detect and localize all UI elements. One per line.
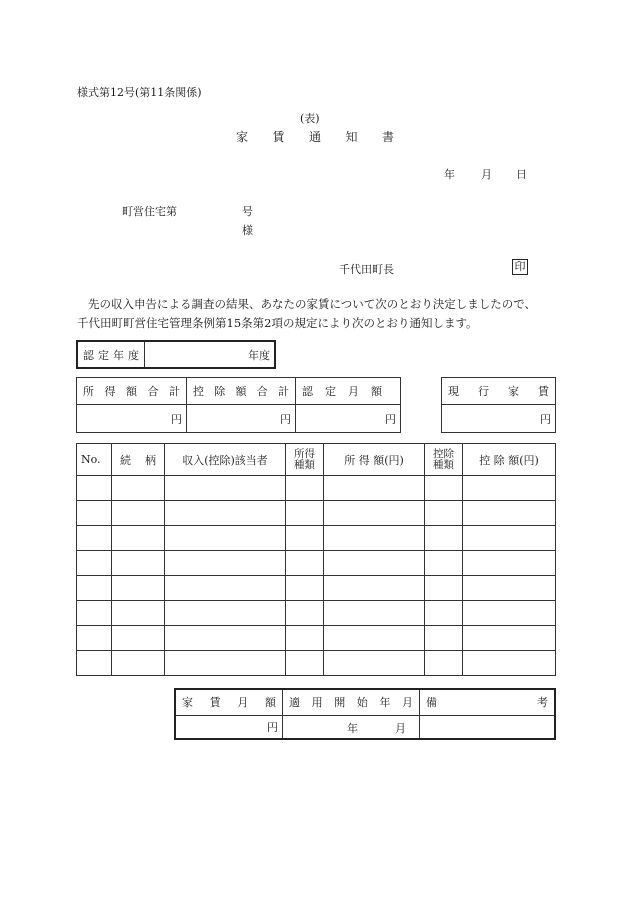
income-total-value[interactable]: 円 (77, 405, 187, 433)
form-number: 様式第12号(第11条関係) (77, 86, 202, 99)
table-row (77, 626, 556, 651)
remarks-value[interactable] (420, 715, 556, 739)
table-cell[interactable] (77, 526, 112, 551)
table-cell[interactable] (463, 651, 556, 676)
table-cell[interactable] (286, 501, 324, 526)
approved-rent-value[interactable]: 円 (296, 405, 401, 433)
table-row (77, 476, 556, 501)
deduction-amount-header: 控 除 額(円) (463, 444, 556, 476)
income-type-header: 所得 種類 (286, 444, 324, 476)
table-cell[interactable] (324, 551, 425, 576)
table-cell[interactable] (77, 551, 112, 576)
remarks-header: 備 考 (420, 689, 556, 715)
table-cell[interactable] (425, 551, 463, 576)
table-cell[interactable] (425, 576, 463, 601)
nintei-year-table (76, 340, 276, 369)
table-cell[interactable] (77, 651, 112, 676)
table-cell[interactable] (77, 626, 112, 651)
table-row (77, 501, 556, 526)
nintei-year-value[interactable]: 年度 (248, 348, 270, 362)
table-cell[interactable] (112, 601, 165, 626)
table-cell[interactable] (112, 576, 165, 601)
document-title: 家 賃 通 知 書 (236, 130, 394, 144)
table-row (77, 601, 556, 626)
body-line-1: 先の収入申告による調査の結果、あなたの家賃について次のとおり決定しましたので、 (88, 297, 537, 311)
table-cell[interactable] (112, 626, 165, 651)
date-month: 月 (481, 168, 492, 181)
no-header: No. (77, 444, 112, 476)
addressee-number-suffix: 号 (242, 205, 253, 218)
table-row (77, 576, 556, 601)
table-cell[interactable] (286, 601, 324, 626)
date-day: 日 (516, 168, 527, 181)
table-cell[interactable] (463, 601, 556, 626)
table-cell[interactable] (112, 551, 165, 576)
monthly-rent-header: 家 賃 月 額 (175, 689, 283, 715)
deduction-type-header: 控除 種類 (425, 444, 463, 476)
monthly-rent-value[interactable]: 円 (175, 715, 283, 739)
table-cell[interactable] (463, 576, 556, 601)
table-cell[interactable] (286, 476, 324, 501)
table-cell[interactable] (165, 601, 286, 626)
deduction-total-value[interactable]: 円 (187, 405, 296, 433)
table-cell[interactable] (324, 526, 425, 551)
table-cell[interactable] (425, 526, 463, 551)
current-rent-table (441, 377, 556, 433)
side-label: (表) (300, 112, 320, 125)
person-header: 収入(控除)該当者 (165, 444, 286, 476)
addressee-honorific: 様 (242, 224, 253, 237)
table-cell[interactable] (112, 526, 165, 551)
table-cell[interactable] (165, 651, 286, 676)
summary-table (76, 377, 401, 433)
table-cell[interactable] (425, 501, 463, 526)
table-row (77, 551, 556, 576)
table-cell[interactable] (463, 626, 556, 651)
rent-application-table (174, 688, 556, 740)
table-cell[interactable] (112, 501, 165, 526)
table-cell[interactable] (77, 476, 112, 501)
table-cell[interactable] (165, 501, 286, 526)
table-cell[interactable] (425, 476, 463, 501)
table-cell[interactable] (112, 651, 165, 676)
deduction-total-header: 控 除 額 合 計 (187, 378, 296, 405)
table-cell[interactable] (286, 526, 324, 551)
nintei-year-label: 認 定 年 度 (77, 341, 145, 368)
table-cell[interactable] (324, 476, 425, 501)
date-year: 年 (444, 168, 455, 181)
start-month-header: 適 用 開 始 年 月 (283, 689, 420, 715)
detail-table (76, 443, 556, 676)
issuer-name: 千代田町長 (339, 263, 394, 276)
seal-mark: 印 (512, 259, 528, 275)
table-cell[interactable] (324, 601, 425, 626)
table-cell[interactable] (324, 576, 425, 601)
table-cell[interactable] (112, 476, 165, 501)
table-cell[interactable] (324, 501, 425, 526)
table-cell[interactable] (286, 551, 324, 576)
table-cell[interactable] (165, 626, 286, 651)
table-cell[interactable] (324, 651, 425, 676)
table-cell[interactable] (286, 651, 324, 676)
table-row (77, 651, 556, 676)
table-cell[interactable] (77, 576, 112, 601)
table-cell[interactable] (286, 576, 324, 601)
table-cell[interactable] (165, 476, 286, 501)
body-line-2: 千代田町町営住宅管理条例第15条第2項の規定により次のとおり通知します。 (77, 316, 478, 330)
table-cell[interactable] (165, 526, 286, 551)
table-cell[interactable] (286, 626, 324, 651)
table-cell[interactable] (425, 651, 463, 676)
addressee-prefix: 町営住宅第 (122, 205, 177, 218)
current-rent-value[interactable]: 円 (442, 405, 556, 433)
approved-rent-header: 認 定 月 額 (296, 378, 401, 405)
table-cell[interactable] (165, 551, 286, 576)
table-cell[interactable] (463, 501, 556, 526)
table-cell[interactable] (324, 626, 425, 651)
table-row (77, 526, 556, 551)
table-cell[interactable] (425, 601, 463, 626)
income-total-header: 所 得 額 合 計 (77, 378, 187, 405)
relation-header: 続 柄 (112, 444, 165, 476)
income-amount-header: 所 得 額(円) (324, 444, 425, 476)
table-cell[interactable] (463, 526, 556, 551)
table-cell[interactable] (77, 601, 112, 626)
table-cell[interactable] (165, 576, 286, 601)
table-cell[interactable] (77, 501, 112, 526)
current-rent-header: 現 行 家 賃 (442, 378, 556, 405)
table-cell[interactable] (463, 551, 556, 576)
table-cell[interactable] (425, 626, 463, 651)
table-cell[interactable] (463, 476, 556, 501)
start-month-value[interactable]: 年 月 (283, 715, 420, 739)
